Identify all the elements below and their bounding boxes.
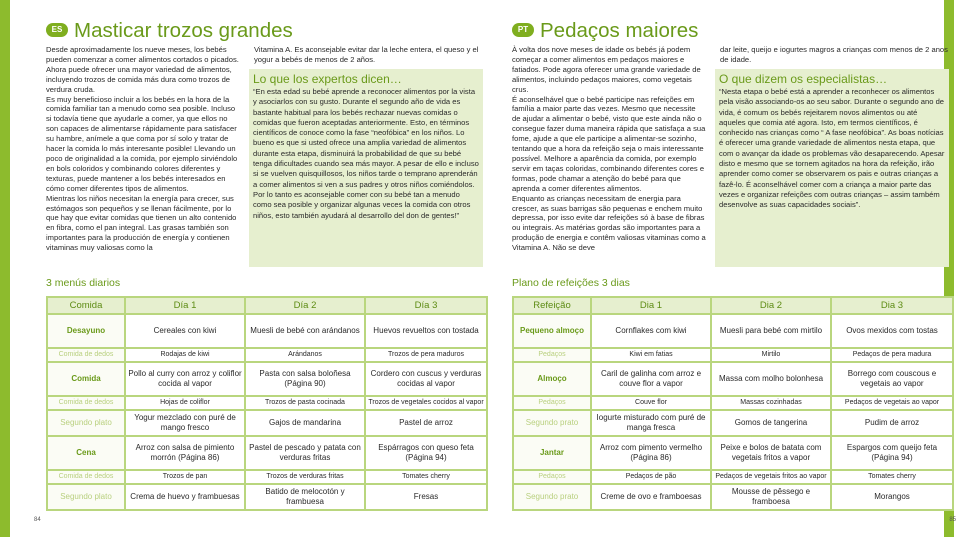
intro-column xyxy=(46,45,240,253)
table-row xyxy=(47,362,487,396)
table-cell: Trozos de pasta cocinada xyxy=(245,396,365,410)
column-header: Dia 2 xyxy=(711,297,831,314)
meal-label: Desayuno xyxy=(47,314,125,348)
table-cell: Rodajas de kiwi xyxy=(125,348,245,362)
table-cell: Massas cozinhadas xyxy=(711,396,831,410)
table-cell: Crema de huevo y frambuesas xyxy=(125,484,245,510)
table-cell: Trozos de pan xyxy=(125,470,245,484)
table-row xyxy=(47,484,487,510)
snack-label: Segundo prato xyxy=(513,484,591,510)
table-cell: Kiwi em fatias xyxy=(591,348,711,362)
table-cell: Muesli para bebé com mirtilo xyxy=(711,314,831,348)
column-header: Día 1 xyxy=(125,297,245,314)
snack-label: Segundo prato xyxy=(513,410,591,436)
table-cell: Ovos mexidos com tostas xyxy=(831,314,953,348)
table-row xyxy=(47,314,487,348)
table-cell: Espárragos con queso feta (Página 94) xyxy=(365,436,487,470)
menu-table xyxy=(46,296,488,511)
expert-quote: “Nesta etapa o bebé está a aprender a reconhecer os alimentos pela visão associando-os ao seu sabor. Durante o segundo ano de vida, é comum os bebés rejeitarem novos alimentos ou até aqueles que comia até agora. Isto, em termos científicos, é conhecido nas crianças como “ A fase neofóbica”. As boas notícias é oferecer uma grande variedade de alimentos nesta etapa, que com o avançar da idade os problemas vão desaparecendo. Apesar disto e mesmo que se tornem agitados na hora da refeição, irão aprender como comer se observarem os pais e outras crianças a fazê-lo. É aconselhável comer com a criança a maior parte das vezes e organizar refeições com outras crianças – assim também desenvolve as suas capacidades sociais”. xyxy=(719,87,945,210)
table-cell: Cereales con kiwi xyxy=(125,314,245,348)
table-cell: Pastel de pescado y patata con verduras fritas xyxy=(245,436,365,470)
column-header: Dia 3 xyxy=(831,297,953,314)
page-portuguese xyxy=(500,0,956,537)
table-cell: Pasta con salsa boloñesa (Página 90) xyxy=(245,362,365,396)
meal-label: Comida xyxy=(47,362,125,396)
page-number: 85 xyxy=(949,517,956,523)
intro-column xyxy=(512,45,706,253)
table-cell: Fresas xyxy=(365,484,487,510)
snack-label: Pedaços xyxy=(513,396,591,410)
column-header: Comida xyxy=(47,297,125,314)
table-row xyxy=(513,470,953,484)
column-header: Dia 1 xyxy=(591,297,711,314)
table-cell: Mirtilo xyxy=(711,348,831,362)
table-row xyxy=(47,470,487,484)
intro-paragraph: É aconselhável que o bebé participe nas refeições em família a maior parte das vezes. Mesmo que necessite de ajudar a alimentar o bebé, visto que este ainda não o consegue fazer duma maneira rápida que satisfaça a sua fome, ajude a que ele participe a alimentar-se sozinho, tentando que a hora da refeição seja o mais interessante possível. Melhore a aparência da comida, por exemplo servir em taças coloridas, combinando diferentes cores e formas, pode chamar a atenção do bebé para que aprenda a comer diferentes alimentos. xyxy=(512,94,706,193)
meal-label: Cena xyxy=(47,436,125,470)
table-row xyxy=(47,436,487,470)
intro-continuation: dar leite, queijo e iogurtes magros a crianças com menos de 2 anos de idade. xyxy=(720,45,948,64)
table-cell: Arroz com pimento vermelho (Página 86) xyxy=(591,436,711,470)
table-cell: Pollo al curry con arroz y coliflor cocida al vapor xyxy=(125,362,245,396)
table-cell: Pastel de arroz xyxy=(365,410,487,436)
expert-box-title: Lo que los expertos dicen… xyxy=(253,72,402,86)
menu-title: 3 menús diarios xyxy=(46,277,121,289)
page-title: Pedaços maiores xyxy=(540,19,699,42)
table-cell: Peixe e bolos de batata com vegetais fritos a vapor xyxy=(711,436,831,470)
table-cell: Gajos de mandarina xyxy=(245,410,365,436)
intro-paragraph: Mientras los niños necesitan la energía para crecer, sus estómagos son pequeños y se llenan fácilmente, por lo que hay que evitar comidas que tienen un alto contenido en fibra, como el pan integral. Las grasas también son importantes para la producción de energía y contienen vitaminas muy valiosas como la xyxy=(46,193,237,253)
snack-label: Comida de dedos xyxy=(47,348,125,362)
menu-title: Plano de refeições 3 dias xyxy=(512,277,630,289)
intro-paragraph: Enquanto as crianças necessitam de energia para crescer, as suas barrigas são pequenas e enchem muito depressa, por isso evite dar refeições só à base de fibras ou integrais. As matérias gordas são importantes para a produção de energia e contêm valiosas vitaminas como a Vitamina A. Não se deve xyxy=(512,193,706,253)
table-cell: Cordero con cuscus y verduras cocidas al vapor xyxy=(365,362,487,396)
page-number: 84 xyxy=(34,517,41,523)
table-row xyxy=(513,314,953,348)
snack-label: Comida de dedos xyxy=(47,396,125,410)
table-cell: Gomos de tangerina xyxy=(711,410,831,436)
meal-label: Almoço xyxy=(513,362,591,396)
table-cell: Couve flor xyxy=(591,396,711,410)
column-header: Día 2 xyxy=(245,297,365,314)
snack-label: Comida de dedos xyxy=(47,470,125,484)
table-cell: Massa com molho bolonhesa xyxy=(711,362,831,396)
table-header-row xyxy=(47,297,487,314)
table-cell: Pedaços de vegetais ao vapor xyxy=(831,396,953,410)
table-cell: Tomates cherry xyxy=(365,470,487,484)
table-row xyxy=(513,484,953,510)
table-cell: Arroz con salsa de pimiento morrón (Página 86) xyxy=(125,436,245,470)
table-cell: Espargos com queijo feta (Página 94) xyxy=(831,436,953,470)
intro-paragraph: Desde aproximadamente los nueve meses, los bebés pueden comenzar a comer alimentos cortados o picados. Ahora puede ofrecer una mayor variedad de alimentos, incluyendo trozos de comida más dura como trozos de verdura cruda. xyxy=(46,45,239,94)
table-row xyxy=(47,348,487,362)
table-cell: Pedaços de pão xyxy=(591,470,711,484)
left-edge-bar xyxy=(0,0,10,537)
table-cell: Trozos de verduras fritas xyxy=(245,470,365,484)
table-cell: Morangos xyxy=(831,484,953,510)
table-header-row xyxy=(513,297,953,314)
table-cell: Cornflakes com kiwi xyxy=(591,314,711,348)
table-cell: Tomates cherry xyxy=(831,470,953,484)
table-cell: Trozos de vegetales cocidos al vapor xyxy=(365,396,487,410)
table-cell: Muesli de bebé con arándanos xyxy=(245,314,365,348)
intro-paragraph: Es muy beneficioso incluir a los bebés en la hora de la comida familiar tan a menudo como sea posible. Incluso si todavía tiene que ayudarle a comer, ya que ellos no son capaces de alimentarse rápidamente para satisfacer su hambre, anímele a que coma por sí solo y tratar de hacer la comida lo más interesante posible! Llevando un poco de originalidad a la comida, por ejemplo sirviéndolo en bols coloridos y combinando colores diferentes y texturas, puede mantener a los bebés interesados en cómo comer diferentes tipos de alimentos. xyxy=(46,94,238,193)
expert-box xyxy=(249,69,483,267)
expert-quote: “En esta edad su bebé aprende a reconocer alimentos por la vista y asociarlos con su gusto. Durante el segundo año de vida es bastante habitual para los bebés rechazar nuevas comidas o comidas que fueron aceptadas anteriormente. Esto, en términos científicos de conoce como la fase “neofóbica” en los niños. Lo bueno es que si usted ofrece una amplia variedad de alimentos durante esta etapa, disminuirá la probabilidad de que su bebé tenga dificultades cuando sea más mayor. A pesar de ello e incluso si se vuelven quisquillosos, los niños tarde o temprano aprenderán a comer alimentos si ven a sus padres y otros niños comiéndolos. Por lo tanto es aconsejable comer con su bebé tan a menudo como sea posible y organizar algunas veces la comida con otros niños, esto también ayudará al desarrollo del don de gentes!” xyxy=(253,87,479,220)
table-row xyxy=(513,436,953,470)
table-row xyxy=(513,362,953,396)
table-row xyxy=(47,410,487,436)
column-header: Día 3 xyxy=(365,297,487,314)
snack-label: Pedaços xyxy=(513,470,591,484)
table-row xyxy=(513,396,953,410)
expert-box-title: O que dizem os especialistas… xyxy=(719,72,888,86)
snack-label: Segundo plato xyxy=(47,484,125,510)
table-cell: Hojas de coliflor xyxy=(125,396,245,410)
table-cell: Iogurte misturado com puré de manga fresca xyxy=(591,410,711,436)
table-cell: Arándanos xyxy=(245,348,365,362)
table-row xyxy=(47,396,487,410)
page-title: Masticar trozos grandes xyxy=(74,19,293,42)
page-spanish xyxy=(34,0,486,537)
table-cell: Caril de galinha com arroz e couve flor a vapor xyxy=(591,362,711,396)
table-cell: Trozos de pera maduros xyxy=(365,348,487,362)
language-badge: PT xyxy=(512,23,534,37)
language-badge: ES xyxy=(46,23,68,37)
table-cell: Pedaços de pera madura xyxy=(831,348,953,362)
table-cell: Huevos revueltos con tostada xyxy=(365,314,487,348)
table-cell: Borrego com couscous e vegetais ao vapor xyxy=(831,362,953,396)
table-cell: Creme de ovo e framboesas xyxy=(591,484,711,510)
meal-label: Pequeno almoço xyxy=(513,314,591,348)
table-cell: Pudim de arroz xyxy=(831,410,953,436)
table-cell: Yogur mezclado con puré de mango fresco xyxy=(125,410,245,436)
table-cell: Pedaços de vegetais fritos ao vapor xyxy=(711,470,831,484)
expert-box xyxy=(715,69,949,267)
snack-label: Pedaços xyxy=(513,348,591,362)
intro-continuation: Vitamina A. Es aconsejable evitar dar la leche entera, el queso y el yogur a bebés de menos de 2 años. xyxy=(254,45,479,64)
menu-table xyxy=(512,296,954,511)
column-header: Refeição xyxy=(513,297,591,314)
snack-label: Segundo plato xyxy=(47,410,125,436)
table-row xyxy=(513,348,953,362)
table-cell: Mousse de pêssego e framboesa xyxy=(711,484,831,510)
intro-paragraph: À volta dos nove meses de idade os bebés já podem começar a comer alimentos em pedaços maiores e fatiados. Pode agora oferecer uma grande variedade de alimentos, incluindo pedaços maiores, como vegetais crus. xyxy=(512,45,701,94)
table-cell: Batido de melocotón y frambuesa xyxy=(245,484,365,510)
meal-label: Jantar xyxy=(513,436,591,470)
table-row xyxy=(513,410,953,436)
